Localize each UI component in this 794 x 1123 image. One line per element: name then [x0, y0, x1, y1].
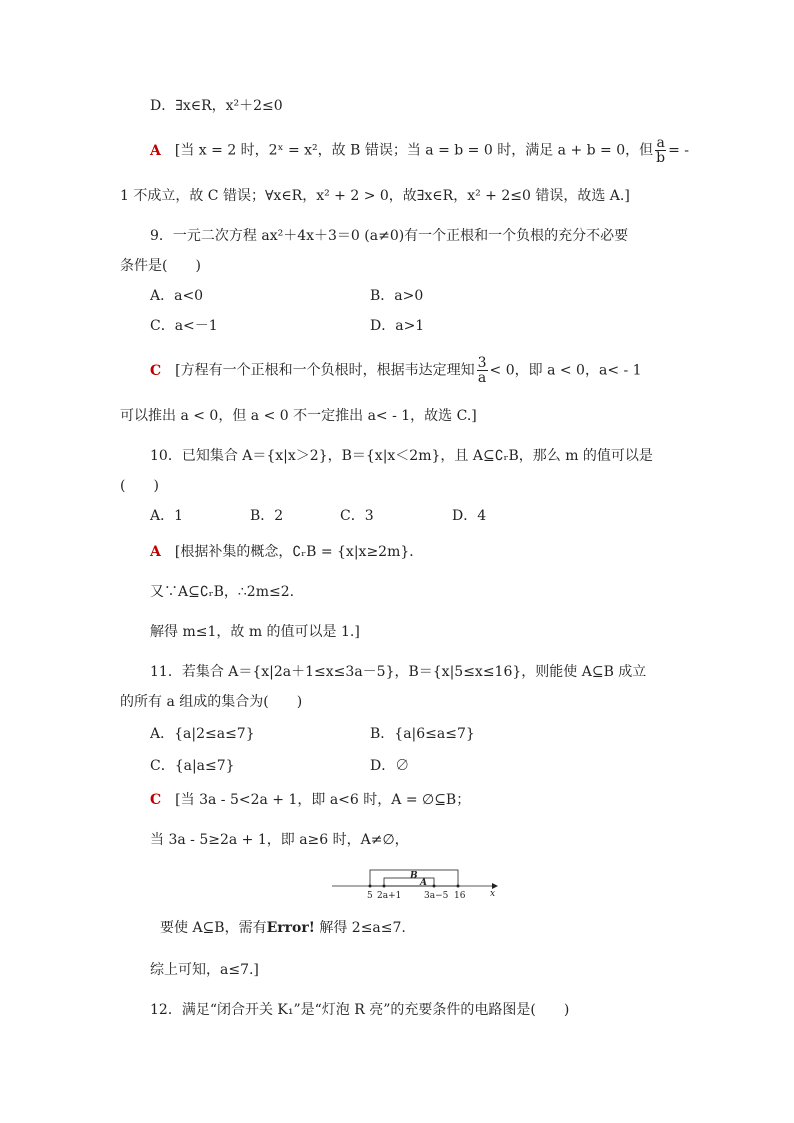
- q9-option-a: A．a<0: [150, 288, 204, 304]
- option-d-line: D．∃x∈R，x²＋2≤0: [150, 98, 283, 114]
- point-2a1: [383, 885, 386, 888]
- answer-text: [当 x = 2 时，2ˣ = x²，故 B 错误；当 a = b = 0 时，满足 a + b = 0，但: [174, 142, 654, 159]
- fraction: $\frac{a}{b}$: [656, 135, 666, 166]
- answer-11: [150, 790, 470, 810]
- answer-11-line3: 要使 A⊆B，需有Error! 解得 2≤a≤7.: [160, 920, 406, 936]
- answer-text: [根据补集的概念，∁ᵣB = {x|x≥2m}．: [174, 544, 424, 560]
- question-10: 10．已知集合 A＝{x|x＞2}，B＝{x|x＜2m}，且 A⊆∁ᵣB，那么 m 的值可以是: [150, 448, 653, 464]
- answer-9-cont: 可以推出 a < 0，但 a < 0 不一定推出 a< - 1，故选 C.]: [120, 408, 477, 424]
- q10-option-c: C．3: [340, 508, 374, 524]
- label-a: A: [420, 878, 427, 888]
- answer-tail: = -: [668, 142, 690, 159]
- number-line-diagram: [330, 866, 500, 906]
- fraction: $\frac{3}{a}$: [477, 355, 487, 386]
- answer-text: [当 3a - 5<2a + 1，即 a<6 时，A = ∅⊆B；: [175, 792, 471, 808]
- point-16: [457, 885, 460, 888]
- tick-5: 5: [367, 891, 373, 901]
- question-10-cont: ( ): [120, 478, 159, 494]
- question-9: 9．一元二次方程 ax²＋4x＋3＝0 (a≠0)有一个正根和一个负根的充分不必要: [150, 228, 629, 244]
- q10-option-a: A．1: [150, 508, 184, 524]
- q10-option-d: D．4: [452, 508, 487, 524]
- point-5: [369, 885, 372, 888]
- answer-label: C: [150, 792, 162, 808]
- answer-text: [方程有一个正根和一个负根时，根据韦达定理知: [175, 362, 475, 379]
- tick-16: 16: [454, 891, 466, 901]
- answer-9: [150, 356, 642, 385]
- label-b: B: [410, 871, 418, 881]
- answer-11-line4: 综上可知，a≤7.]: [150, 962, 259, 978]
- q11-option-c: C．{a|a≤7}: [150, 758, 235, 774]
- q10-option-b: B．2: [250, 508, 284, 524]
- question-9-cont: 条件是( ): [120, 258, 201, 274]
- answer-tail: < 0，即 a < 0，a< - 1: [489, 362, 642, 379]
- answer-label: C: [150, 362, 162, 379]
- q9-option-d: D．a>1: [370, 318, 425, 334]
- answer-8-cont: 1 不成立，故 C 错误；∀x∈R，x² + 2 > 0，故∃x∈R，x² + 2≤0 错误，故选 A.]: [120, 188, 630, 204]
- question-11: 11．若集合 A＝{x|2a＋1≤x≤3a－5}，B＝{x|5≤x≤16}，则能使 A⊆B 成立: [150, 664, 647, 680]
- q11-option-d: D．∅: [370, 758, 410, 774]
- axis-x-label: x: [490, 889, 496, 899]
- answer-10-line2: 又∵A⊆∁ᵣB，∴2m≤2.: [150, 584, 295, 600]
- answer-label: A: [150, 142, 161, 159]
- question-11-cont: 的所有 a 组成的集合为( ): [120, 694, 303, 710]
- point-3a5: [433, 885, 436, 888]
- tick-3a5: 3a−5: [424, 891, 449, 901]
- question-12: 12．满足“闭合开关 K₁”是“灯泡 R 亮”的充要条件的电路图是( ): [150, 1002, 570, 1018]
- answer-10-line3: 解得 m≤1，故 m 的值可以是 1.]: [150, 624, 360, 640]
- error-text: Error!: [266, 920, 315, 936]
- answer-11-line2: 当 3a - 5≥2a + 1，即 a≥6 时，A≠∅，: [150, 832, 409, 848]
- q11-option-b: B．{a|6≤a≤7}: [370, 726, 475, 742]
- tick-2a1: 2a+1: [377, 891, 402, 901]
- q9-option-b: B．a>0: [370, 288, 424, 304]
- answer-label: A: [150, 544, 161, 560]
- q11-option-a: A．{a|2≤a≤7}: [150, 726, 255, 742]
- answer-8: [150, 136, 689, 165]
- q9-option-c: C．a<－1: [150, 318, 218, 334]
- answer-10: [150, 542, 423, 562]
